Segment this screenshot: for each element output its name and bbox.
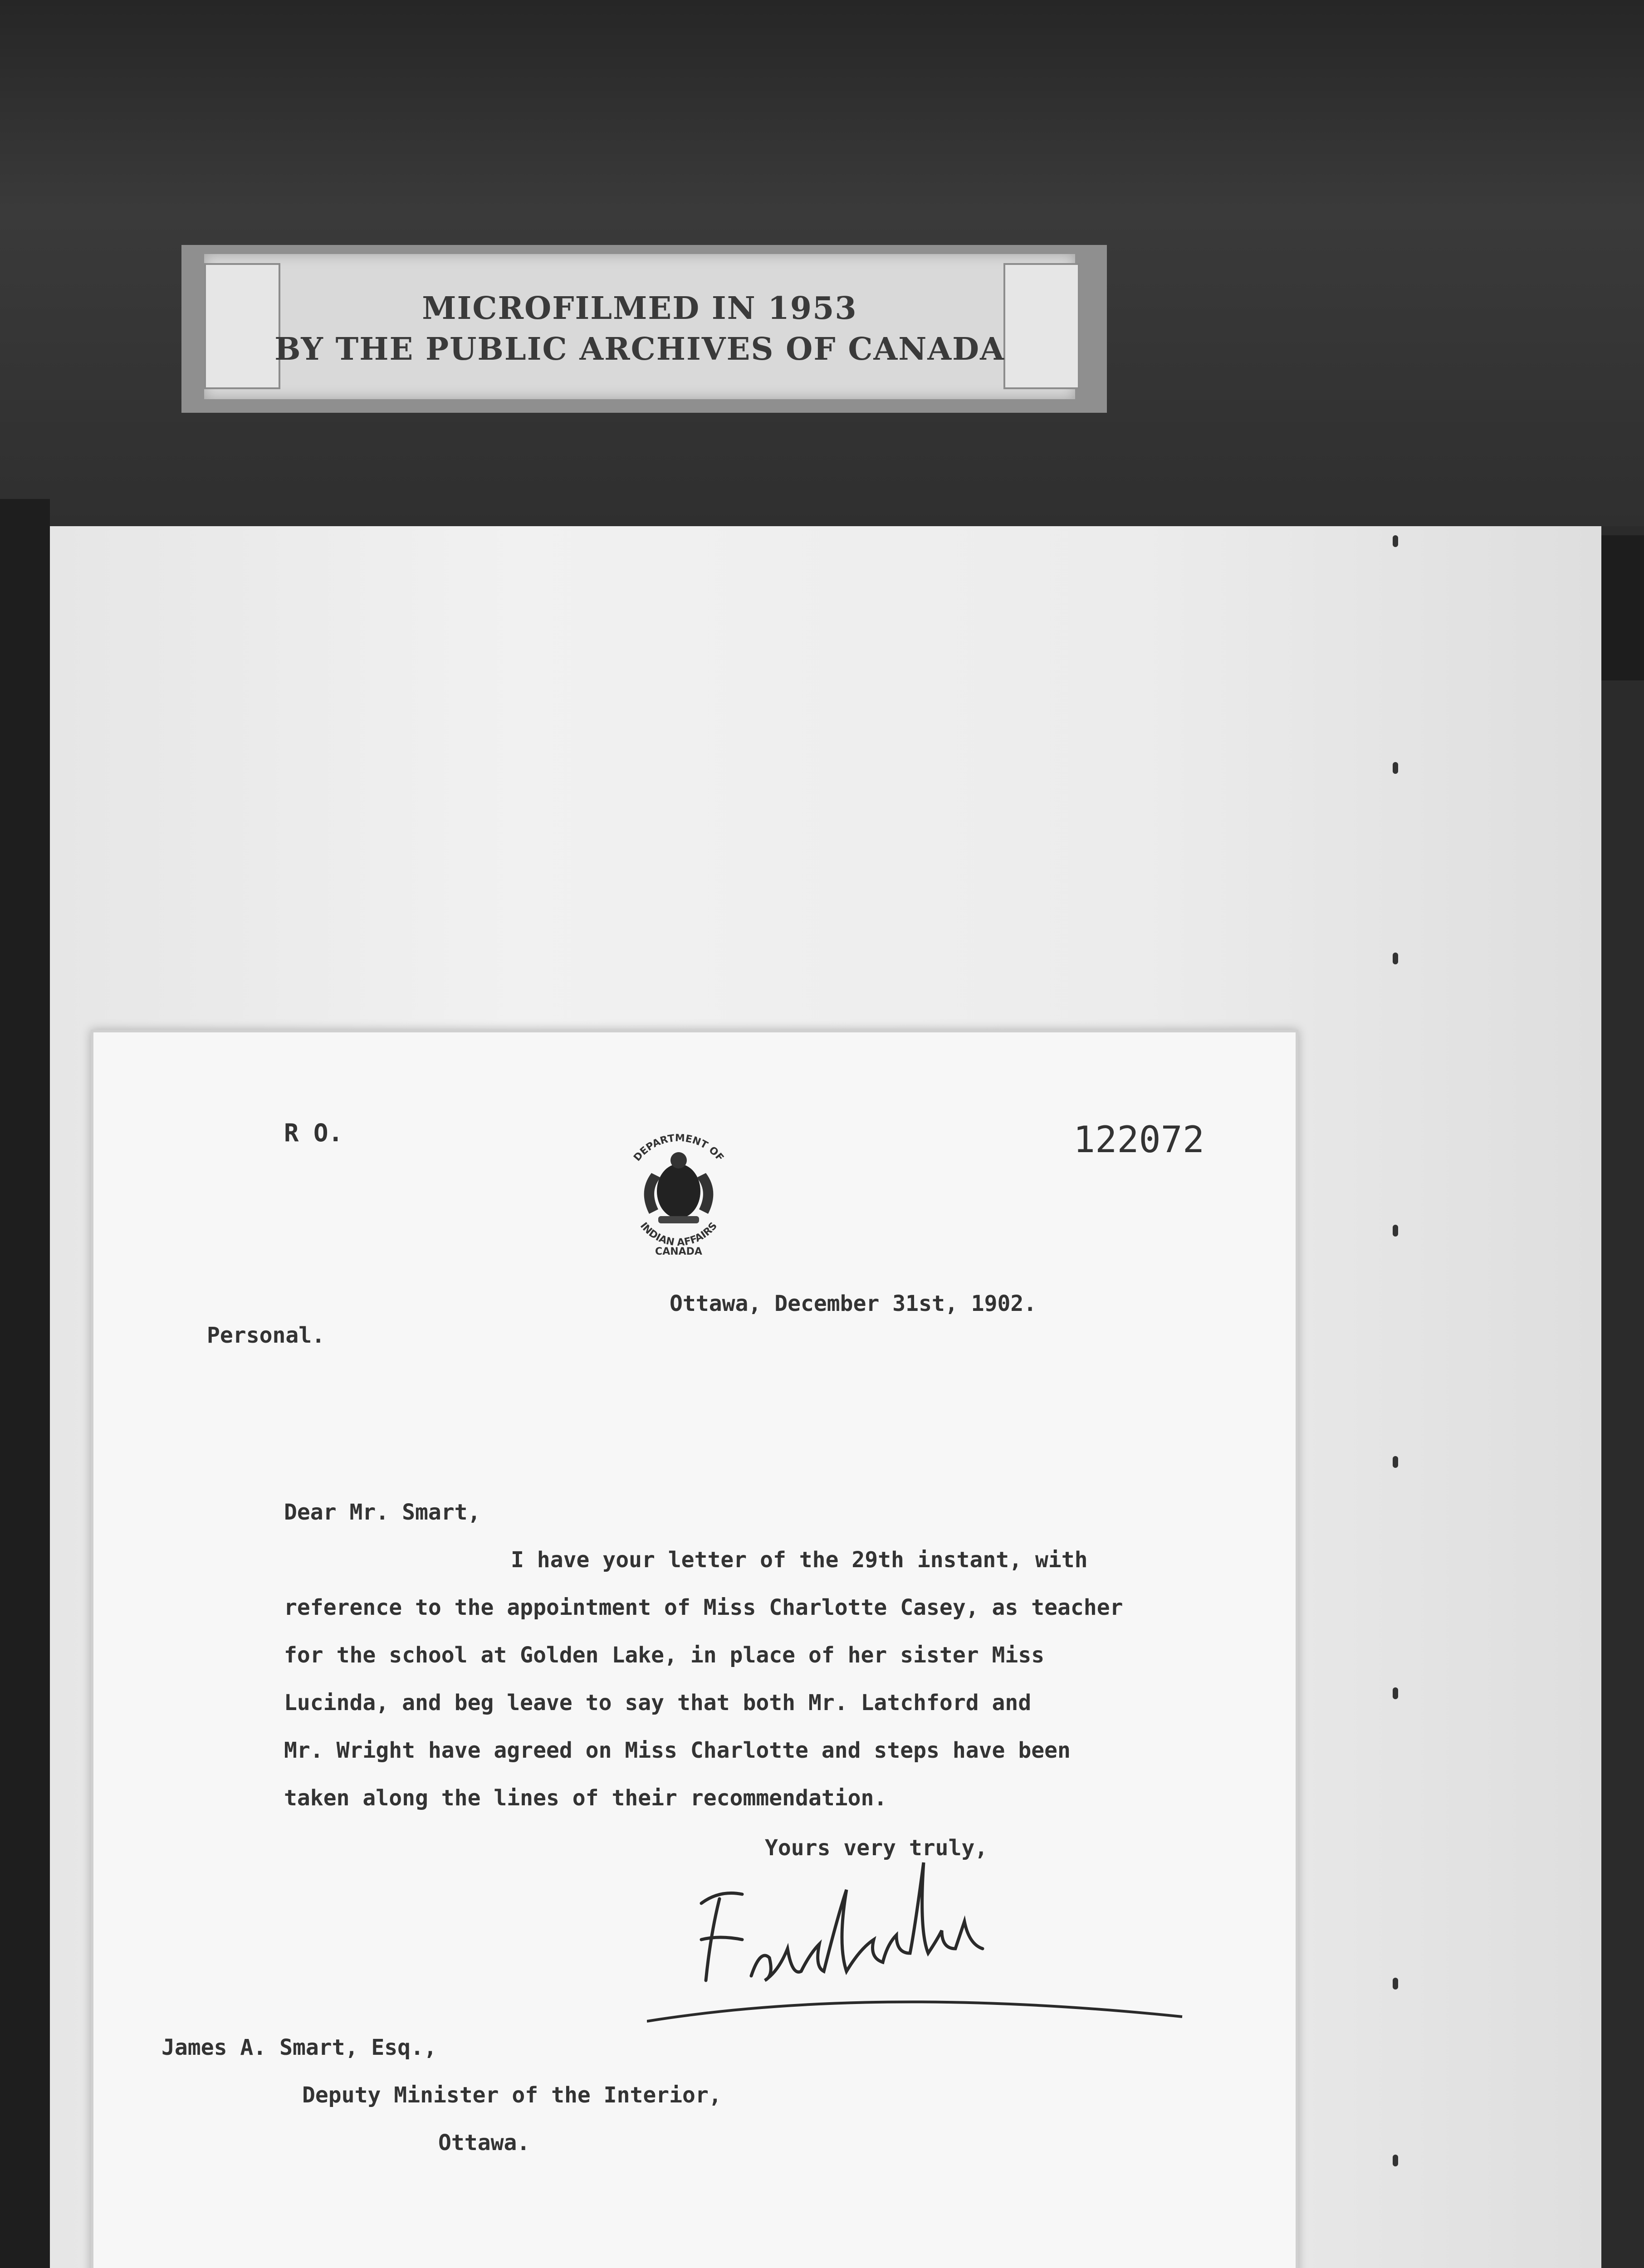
body-line: I have your letter of the 29th instant, with bbox=[511, 1547, 1088, 1573]
letter-sheet bbox=[91, 1030, 1298, 2268]
file-number: 122072 bbox=[1073, 1119, 1204, 1161]
addressee-title: Deputy Minister of the Interior, bbox=[302, 2082, 722, 2108]
crown-icon bbox=[670, 1152, 687, 1168]
addressee-city: Ottawa. bbox=[438, 2130, 530, 2156]
binding-hole bbox=[1393, 1978, 1398, 1989]
seal-text-bottom: INDIAN AFFAIRS bbox=[637, 1220, 720, 1249]
microfilm-label bbox=[204, 254, 1075, 399]
microfilm-label-line-1: MICROFILMED IN 1953 bbox=[422, 290, 857, 327]
microfilm-label-line-2: BY THE PUBLIC ARCHIVES OF CANADA bbox=[274, 331, 1005, 367]
binding-hole bbox=[1393, 1456, 1398, 1468]
binding-hole bbox=[1393, 1687, 1398, 1699]
body-line: for the school at Golden Lake, in place of her sister Miss bbox=[284, 1642, 1045, 1668]
salutation: Dear Mr. Smart, bbox=[284, 1500, 481, 1525]
body-line: taken along the lines of their recommendation. bbox=[284, 1785, 887, 1811]
film-border-left bbox=[0, 499, 50, 2268]
body-line: Mr. Wright have agreed on Miss Charlotte and steps have been bbox=[284, 1738, 1071, 1763]
binding-hole bbox=[1393, 953, 1398, 964]
date-line: Ottawa, December 31st, 1902. bbox=[670, 1291, 1037, 1316]
closing: Yours very truly, bbox=[765, 1835, 988, 1861]
signature bbox=[647, 1849, 1191, 2039]
seal-text-country: CANADA bbox=[655, 1246, 702, 1257]
body-line: reference to the appointment of Miss Charlotte Casey, as teacher bbox=[284, 1595, 1123, 1620]
addressee-name: James A. Smart, Esq., bbox=[161, 2035, 437, 2060]
svg-text:INDIAN AFFAIRS bbox=[638, 1220, 719, 1248]
seal-text-top: DEPARTMENT OF bbox=[631, 1132, 726, 1164]
binding-hole bbox=[1393, 535, 1398, 547]
binding-hole bbox=[1393, 2155, 1398, 2166]
department-seal bbox=[611, 1123, 747, 1259]
letter-ref: R O. bbox=[284, 1119, 343, 1147]
binding-hole bbox=[1393, 1225, 1398, 1237]
shield-icon bbox=[657, 1164, 700, 1218]
personal-label: Personal. bbox=[207, 1323, 325, 1348]
seal-scroll bbox=[658, 1216, 699, 1223]
binding-hole bbox=[1393, 762, 1398, 774]
body-line: Lucinda, and beg leave to say that both Mr. Latchford and bbox=[284, 1690, 1032, 1716]
